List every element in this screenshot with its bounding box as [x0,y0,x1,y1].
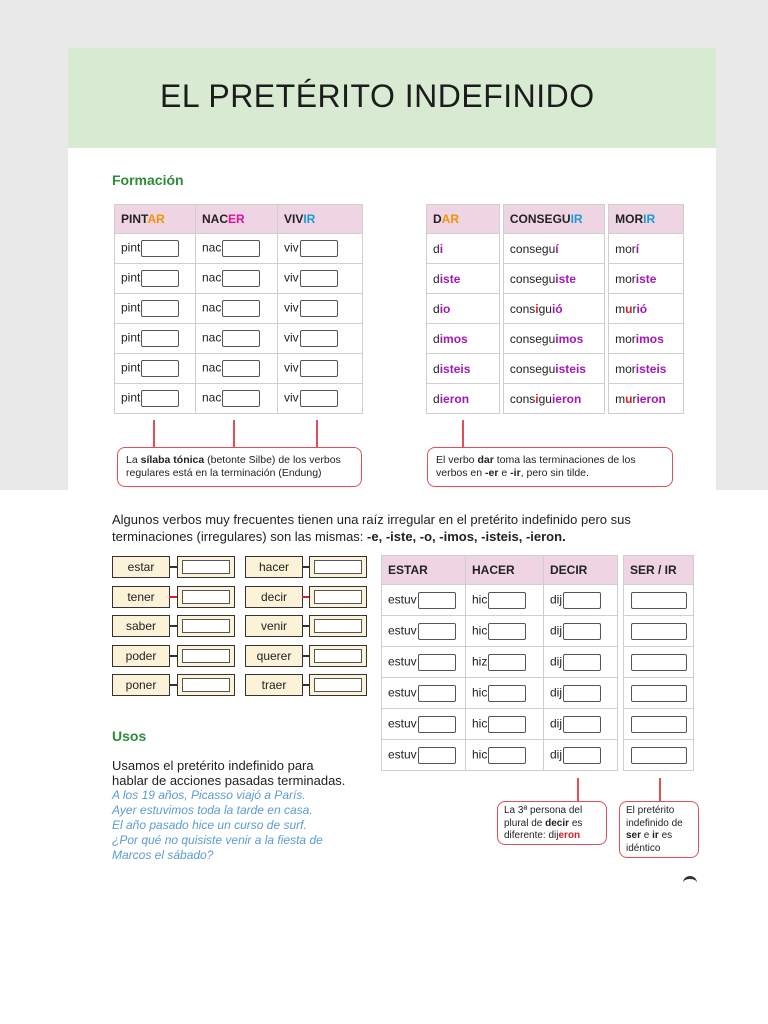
table-row [115,384,363,414]
conjugation-cell [427,234,500,264]
table-row [115,324,363,354]
callout-connector [659,778,661,802]
answer-box-traer [309,674,367,696]
verb-stem: estuv [388,654,417,669]
verb-ending: isteis [439,361,471,376]
verb-label-poner: poner [112,674,170,696]
ending-input-box[interactable] [141,330,179,347]
page-title: EL PRETÉRITO INDEFINIDO [160,78,595,114]
verb-stem: mor [615,331,636,346]
ending-input-box[interactable] [488,623,526,640]
conjugation-cell [115,234,196,264]
ending-input-box[interactable] [222,240,260,257]
conjugation-cell [503,354,604,384]
conjugation-cell [196,354,278,384]
ser-ir-input-box[interactable] [631,623,687,640]
ending-input-box[interactable] [488,592,526,609]
verb-stem: viv [284,390,299,405]
answer-box-venir [309,615,367,637]
answer-input[interactable] [182,560,230,574]
ser-ir-input-box[interactable] [631,685,687,702]
ser-ir-input-box[interactable] [631,654,687,671]
verb-stem: nac [202,360,222,375]
verb-stem: MOR [615,212,644,226]
verb-stem: hic [472,623,488,638]
intro-line-2: terminaciones (irregulares) son las mismas: -e, -iste, -o, -imos, -isteis, -ieron. [112,529,566,544]
conjugation-cell [427,264,500,294]
verb-stem: cons [509,301,536,316]
conjugation-cell [115,264,196,294]
conjugation-cell [115,294,196,324]
answer-input[interactable] [314,649,362,663]
callout-verbo-dar: El verbo dar toma las terminaciones de los verbos en -er e -ir, pero sin tilde. [427,447,673,487]
ending-input-box[interactable] [563,747,601,764]
verb-stem: d [433,241,440,256]
verb-ending: ieron [439,391,470,406]
ending-input-box[interactable] [418,592,456,609]
table-row [382,616,694,647]
conjugation-cell [427,354,500,384]
answer-box-poder [177,645,235,667]
callout-decir-plural: La 3ª persona del plural de decir es diferente: dijeron [497,801,607,845]
verb-label-querer: querer [245,645,303,667]
ending-input-box[interactable] [563,654,601,671]
verb-stem: hic [472,685,488,700]
ending-input-box[interactable] [418,623,456,640]
ending-input-box[interactable] [418,716,456,733]
ending-input-box[interactable] [418,747,456,764]
column-header-vivir [278,205,363,234]
verb-stem: viv [284,270,299,285]
verb-stem: hiz [472,654,488,669]
stem-change: i [535,301,539,316]
verb-ending: ió [551,301,563,316]
regular-verbs-table [114,204,363,414]
verb-stem: hic [472,716,488,731]
conjugation-cell [609,324,684,354]
ending-input-box[interactable] [563,623,601,640]
example-sentence: Ayer estuvimos toda la tarde en casa. [112,803,313,817]
conjugation-cell [544,709,618,740]
verb-stem: pint [121,360,141,375]
conjugation-cell [466,647,544,678]
callout-connector [577,778,579,802]
verb-stem: dij [550,716,563,731]
conjugation-cell [503,294,604,324]
ser-ir-cell [624,709,694,740]
page-corner-mark [683,876,697,887]
conjugation-cell [609,264,684,294]
answer-box-hacer [309,556,367,578]
verb-stem: D [433,212,442,226]
column-header-estar: ESTAR [382,556,466,585]
stem-change: i [535,391,539,406]
conjugation-cell [544,678,618,709]
column-header-conseguir [503,205,604,234]
conjugation-cell [382,709,466,740]
conjugation-cell [196,384,278,414]
ending-input-box[interactable] [300,300,338,317]
conjugation-cell [382,647,466,678]
column-header-serir: SER / IR [624,556,694,585]
conjugation-cell [382,678,466,709]
conjugation-cell [466,616,544,647]
verb-ending: iste [635,271,657,286]
verb-stem: gu [538,391,552,406]
conjugation-cell [278,294,363,324]
table-row [427,234,684,264]
conjugation-cell [544,585,618,616]
table-row [115,354,363,384]
ending-input-box[interactable] [418,654,456,671]
conjugation-cell [196,264,278,294]
conjugation-cell [382,616,466,647]
answer-input[interactable] [182,619,230,633]
ending-input-box[interactable] [300,330,338,347]
callout-connector [462,420,464,448]
answer-box-saber [177,615,235,637]
verb-stem: estuv [388,592,417,607]
table-row [427,264,684,294]
ending-input-box[interactable] [488,747,526,764]
verb-stem: consegu [509,241,556,256]
ser-ir-cell [624,740,694,771]
verb-stem: estuv [388,716,417,731]
ending-input-box[interactable] [488,654,526,671]
verb-stem: estuv [388,685,417,700]
conjugation-cell [382,740,466,771]
verb-ending: ieron [551,391,582,406]
estar-hacer-decir-ser-table [381,555,694,771]
verb-stem: gu [538,301,552,316]
verb-stem: dij [550,623,563,638]
conjugation-cell [544,740,618,771]
verb-stem: nac [202,390,222,405]
conjugation-cell [609,354,684,384]
intro-line-1: Algunos verbos muy frecuentes tienen una raíz irregular en el pretérito indefinido pero sus [112,512,631,527]
verb-stem: consegu [509,361,556,376]
table-row [115,234,363,264]
conjugation-cell [196,294,278,324]
table-row [382,647,694,678]
verb-ending: imos [635,331,664,346]
verb-stem: hic [472,747,488,762]
answer-box-poner [177,674,235,696]
ending-input-box[interactable] [141,300,179,317]
ending-input-box[interactable] [488,685,526,702]
conjugation-cell [196,234,278,264]
verb-stem: PINT [121,212,148,226]
ending-input-box[interactable] [563,716,601,733]
usos-heading: Usos [112,728,147,744]
verb-stem: viv [284,360,299,375]
verb-stem: d [433,391,440,406]
verb-stem: pint [121,270,141,285]
verb-stem: dij [550,747,563,762]
verb-ending: ER [228,212,245,226]
verb-stem: dij [550,685,563,700]
answer-input[interactable] [314,678,362,692]
verb-stem: d [433,271,440,286]
callout-silaba-tonica: La sílaba tónica (betonte Silbe) de los verbos regulares está en la terminación (Endung) [117,447,362,487]
conjugation-cell [115,384,196,414]
answer-box-estar [177,556,235,578]
verb-label-traer: traer [245,674,303,696]
conjugation-cell [503,264,604,294]
answer-input[interactable] [314,590,362,604]
verb-stem: mor [615,241,636,256]
verb-stem: dij [550,592,563,607]
verb-label-tener: tener [112,586,170,608]
verb-ending: AR [441,212,460,226]
answer-input[interactable] [182,678,230,692]
verb-label-hacer: hacer [245,556,303,578]
ser-ir-cell [624,647,694,678]
verb-stem: nac [202,330,222,345]
ser-ir-cell [624,585,694,616]
verb-stem: hic [472,592,488,607]
table-row [427,324,684,354]
conjugation-cell [115,354,196,384]
ending-input-box[interactable] [300,240,338,257]
verb-ending: IR [303,212,316,226]
stem-change: u [625,391,633,406]
verb-stem: estuv [388,747,417,762]
conjugation-cell [544,616,618,647]
callout-ser-ir: El pretérito indefinido de ser e ir es idéntico [619,801,699,858]
verb-ending: imos [555,331,584,346]
conjugation-cell [466,740,544,771]
verb-stem: nac [202,270,222,285]
table-row [382,740,694,771]
ending-input-box[interactable] [300,390,338,407]
example-sentence: El año pasado hice un curso de surf. [112,818,307,832]
verb-stem: viv [284,300,299,315]
verb-label-poder: poder [112,645,170,667]
example-sentence: ¿Por qué no quisiste venir a la fiesta de Marcos el sábado? [112,833,323,862]
table-row [115,264,363,294]
ending-input-box[interactable] [141,240,179,257]
conjugation-cell [503,324,604,354]
ending-input-box[interactable] [141,360,179,377]
verb-stem: nac [202,300,222,315]
verb-stem: consegu [509,271,556,286]
answer-input[interactable] [182,590,230,604]
column-header-pintar [115,205,196,234]
verb-stem: m [615,301,626,316]
ser-ir-input-box[interactable] [631,747,687,764]
verb-label-estar: estar [112,556,170,578]
conjugation-cell [466,709,544,740]
ending-input-box[interactable] [141,270,179,287]
verb-stem: mor [615,271,636,286]
verb-ending: ieron [636,391,666,406]
table-row [427,354,684,384]
ending-input-box[interactable] [222,330,260,347]
conjugation-cell [609,294,684,324]
verb-ending: AR [147,212,165,226]
answer-box-tener [177,586,235,608]
table-row [427,294,684,324]
example-sentence: A los 19 años, Picasso viajó a París. [112,788,306,802]
verb-stem: pint [121,390,141,405]
verb-ending: IR [570,212,583,226]
conjugation-cell [196,324,278,354]
table-row [382,585,694,616]
conjugation-cell [278,324,363,354]
verb-stem: estuv [388,623,417,638]
verb-stem: cons [509,391,536,406]
column-header-decir: DECIR [544,556,618,585]
ending-input-box[interactable] [222,300,260,317]
verb-stem: pint [121,240,141,255]
verb-stem: d [433,331,440,346]
usos-examples [112,788,352,863]
conjugation-cell [466,678,544,709]
conjugation-cell [278,234,363,264]
callout-connector [316,420,318,448]
column-header-dar [427,205,500,234]
conjugation-cell [278,384,363,414]
ser-ir-input-box[interactable] [631,716,687,733]
ser-ir-cell [624,616,694,647]
callout-connector [153,420,155,448]
column-header-hacer: HACER [466,556,544,585]
verb-stem: r [632,391,637,406]
formacion-heading: Formación [112,172,184,188]
conjugation-cell [609,234,684,264]
stem-change: u [625,301,633,316]
conjugation-cell [503,234,604,264]
verb-ending: isteis [635,361,667,376]
verb-stem: CONSEGU [509,212,571,226]
verb-stem: NAC [202,212,228,226]
conjugation-cell [609,384,684,414]
ending-input-box[interactable] [488,716,526,733]
conjugation-cell [427,294,500,324]
verb-ending: io [439,301,451,316]
ending-input-box[interactable] [300,270,338,287]
verb-stem: r [632,301,637,316]
verb-stem: VIV [284,212,304,226]
verb-ending: iste [439,271,461,286]
verb-ending: í [555,241,559,256]
ending-input-box[interactable] [300,360,338,377]
ending-input-box[interactable] [563,592,601,609]
verb-ending: imos [439,331,468,346]
conjugation-cell [427,324,500,354]
column-header-morir [609,205,684,234]
callout-connector [233,420,235,448]
verb-stem: d [433,361,440,376]
verb-stem: pint [121,300,141,315]
verb-stem: d [433,301,440,316]
verb-stem: dij [550,654,563,669]
verb-ending: ió [636,301,648,316]
conjugation-cell [427,384,500,414]
usos-body [112,758,352,863]
conjugation-cell [278,264,363,294]
usos-explanation: Usamos el pretérito indefinido para hablar de acciones pasadas terminadas. [112,758,346,788]
table-row [427,384,684,414]
conjugation-cell [544,647,618,678]
verb-stem: consegu [509,331,556,346]
ser-ir-input-box[interactable] [631,592,687,609]
verb-stem: viv [284,330,299,345]
verb-ending: iste [555,271,576,286]
verb-ending: i [439,241,444,256]
verb-ending: isteis [555,361,586,376]
ending-input-box[interactable] [222,390,260,407]
ending-input-box[interactable] [418,685,456,702]
verb-stem: pint [121,330,141,345]
verb-ending: í [635,241,640,256]
dar-conseguir-morir-table [426,204,684,414]
answer-input[interactable] [314,560,362,574]
ending-input-box[interactable] [563,685,601,702]
conjugation-cell [466,585,544,616]
verb-label-saber: saber [112,615,170,637]
conjugation-cell [115,324,196,354]
verb-label-venir: venir [245,615,303,637]
ending-input-box[interactable] [222,360,260,377]
conjugation-cell [278,354,363,384]
irregular-intro-paragraph [112,511,732,545]
conjugation-cell [382,585,466,616]
verb-ending: IR [643,212,656,226]
answer-input[interactable] [182,649,230,663]
answer-input[interactable] [314,619,362,633]
verb-stem: m [615,391,626,406]
table-row [115,294,363,324]
answer-box-querer [309,645,367,667]
conjugation-cell [503,384,604,414]
table-row [382,709,694,740]
verb-stem: mor [615,361,636,376]
verb-stem: nac [202,240,222,255]
table-row [382,678,694,709]
ser-ir-cell [624,678,694,709]
verb-stem: viv [284,240,299,255]
ending-input-box[interactable] [141,390,179,407]
verb-label-decir: decir [245,586,303,608]
answer-box-decir [309,586,367,608]
column-header-nacer [196,205,278,234]
ending-input-box[interactable] [222,270,260,287]
